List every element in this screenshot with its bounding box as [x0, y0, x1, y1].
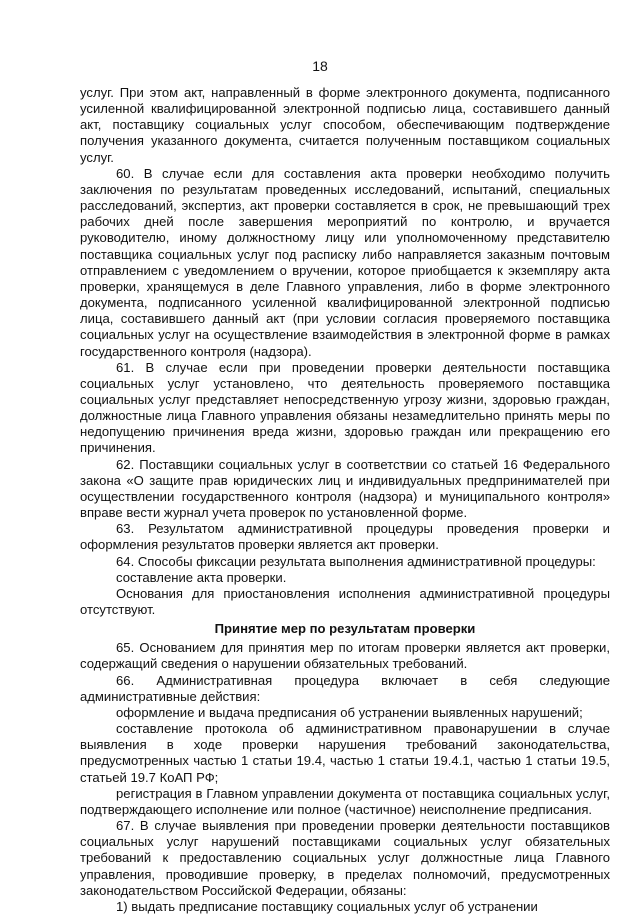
paragraph: Основания для приостановления исполнения административной процедуры отсутствуют.	[80, 585, 610, 617]
page-number: 18	[312, 58, 328, 74]
paragraph: 62. Поставщики социальных услуг в соответствии со статьей 16 Федерального закона «О защите прав юридических лиц и индивидуальных предпринимателей при осуществлении государственного контроля (надзора) и муниципального контроля» вправе вести журнал учета проверок по установленной форме.	[80, 456, 610, 521]
paragraph: 63. Результатом административной процедуры проведения проверки и оформления результатов проверки является акт проверки.	[80, 521, 610, 553]
paragraph: регистрация в Главном управлении документа от поставщика социальных услуг, подтверждающего исполнение или полное (частичное) неисполнение предписания.	[80, 785, 610, 817]
paragraph: 67. В случае выявления при проведении проверки деятельности поставщиков социальных услуг нарушений поставщиками социальных услуг обязательных требований к предоставлению социальных услуг должностные лица Главного управления, проводившие проверку, в пределах полномочий, предусмотренных законодательством Российской Федерации, обязаны:	[80, 818, 610, 898]
section-heading: Принятие мер по результатам проверки	[214, 621, 476, 637]
paragraph: 60. В случае если для составления акта проверки необходимо получить заключения по результатам проведенных исследований, испытаний, специальных расследований, экспертиз, акт проверки составляется в срок, не превышающий трех рабочих дней после завершения мероприятий по контролю, и вручается руководителю, иному должностному лицу или уполномоченному представителю поставщика социальных услуг под расписку либо направляется заказным почтовым отправлением с уведомлением о вручении, которое приобщается к экземпляру акта проверки, хранящемуся в деле Главного управления, либо в форме электронного документа, подписанного усиленной квалифицированной электронной подписью лица, составившего данный акт (при условии согласия проверяемого поставщика социальных услуг на осуществление взаимодействия в электронной форме в рамках государственного контроля (надзора).	[80, 165, 610, 359]
paragraph: 61. В случае если при проведении проверки деятельности поставщика социальных услуг установлено, что деятельность проверяемого поставщика социальных услуг представляет непосредственную угрозу жизни, здоровью граждан, должностные лица Главного управления обязаны незамедлительно принять меры по недопущению причинения вреда жизни, здоровью граждан или прекращению его причинения.	[80, 359, 610, 456]
paragraph: услуг. При этом акт, направленный в форме электронного документа, подписанного усиленной квалифицированной электронной подписью лица, составившего данный акт, поставщику социальных услуг способом, обеспечивающим подтверждение получения указанного документа, считается полученным поставщиком социальных услуг.	[80, 85, 610, 165]
paragraph: составление акта проверки.	[116, 569, 287, 585]
paragraph: 1) выдать предписание поставщику социальных услуг об устранении	[116, 898, 538, 914]
paragraph: 64. Способы фиксации результата выполнения административной процедуры:	[116, 553, 596, 569]
paragraphs-after-heading	[80, 640, 610, 915]
paragraphs-before-heading	[80, 85, 610, 618]
paragraph: 65. Основанием для принятия мер по итогам проверки является акт проверки, содержащий сведения о нарушении обязательных требований.	[80, 640, 610, 672]
paragraph: оформление и выдача предписания об устранении выявленных нарушений;	[116, 704, 583, 720]
paragraph: 66. Административная процедура включает в себя следующие административные действия:	[80, 672, 610, 704]
paragraph: составление протокола об административном правонарушении в случае выявления в ходе проверки нарушения требований законодательства, предусмотренных частью 1 статьи 19.4, частью 1 статьи 19.4.1, частью 1 статьи 19.5, статьей 19.7 КоАП РФ;	[80, 721, 610, 785]
document-body	[80, 85, 610, 915]
